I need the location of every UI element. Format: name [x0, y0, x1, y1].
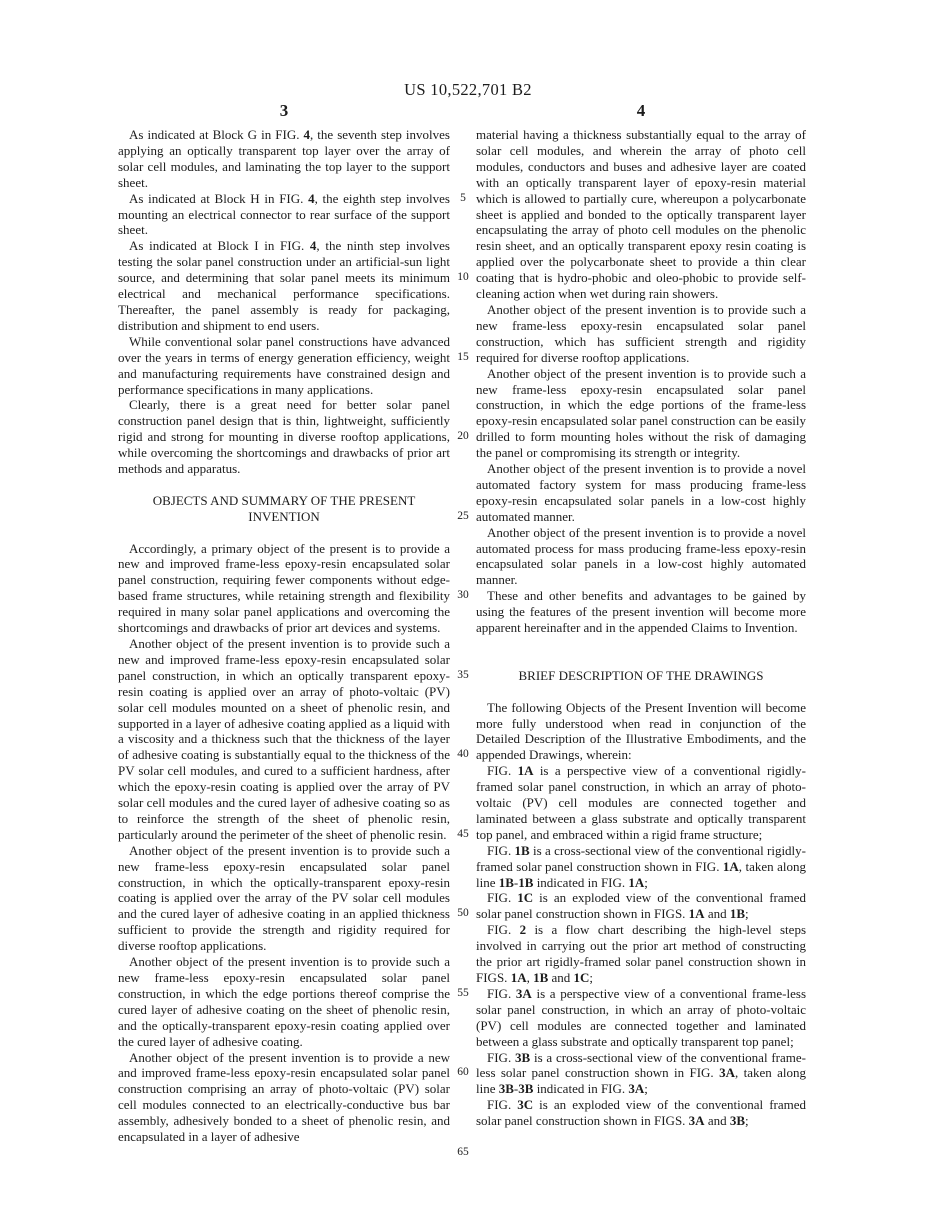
line-number: 50 [457, 907, 469, 920]
paragraph: These and other benefits and advantages to be gained by using the features of the present invention will become more apparent hereinafter and in the appended Claims to Invention. [476, 588, 806, 636]
paragraph: Another object of the present invention is to provide such a new and improved frame-less epoxy-resin encapsulated solar panel construction, in which an optically transparent epoxy-resin coating is applied over an array of photo-voltaic (PV) solar cell modules mounted on a sheet of phenolic resin, and supported in a layer of adhesive coating applied as a liquid with a viscosity and a thickness such that the thickness of the layer of adhesive coating is substantially equal to the thickness of the PV solar cell modules, and cured to a sufficient hardness, after which the epoxy-resin coating is applied over the array of PV solar cell modules and the cured layer of adhesive coating so as to reinforce the strength of the sheet of phenolic resin, particularly around the perimeter of the sheet of phenolic resin. [118, 635, 450, 842]
paragraph: Another object of the present invention is to provide such a new frame-less epoxy-resin encapsulated solar panel construction, in which the optically-transparent epoxy-resin coating is applied over the array of the PV solar cell modules and the cured layer of adhesive coating in an applied thickness sufficient to provide the strength and rigidity required for diverse rooftop applications. [118, 842, 450, 954]
patent-number: US 10,522,701 B2 [404, 80, 532, 99]
text-column-right [476, 127, 806, 1129]
paragraph: FIG. 3B is a cross-sectional view of the conventional frame-less solar panel construction shown in FIG. 3A, taken along line 3B-3B indicated in FIG. 3A; [476, 1049, 806, 1097]
paragraph: As indicated at Block H in FIG. 4, the eighth step involves mounting an electrical connector to rear surface of the support sheet. [118, 190, 450, 238]
paragraph: As indicated at Block G in FIG. 4, the seventh step involves applying an optically transparent top layer over the array of solar cell modules, and laminating the top layer to the support sheet. [118, 127, 450, 190]
paragraph: FIG. 3C is an exploded view of the conventional framed solar panel construction shown in FIGS. 3A and 3B; [476, 1097, 807, 1129]
text-column-left [118, 127, 450, 1145]
paragraph: Another object of the present invention is to provide such a new frame-less epoxy-resin encapsulated solar panel construction, in which the edge portions thereof comprise the cured layer of adhesive coating on the sheet of phenolic resin, and the optically-transparent epoxy-resin coating applied over the cured layer of adhesive coating. [118, 954, 450, 1049]
line-number: 55 [457, 986, 469, 999]
paragraph: As indicated at Block I in FIG. 4, the ninth step involves testing the solar panel construction under an artificial-sun light source, and determining that solar panel meets its minimum electrical and mechanical performance specifications. Thereafter, the panel assembly is ready for packaging, distribution and shipment to end users. [118, 238, 450, 333]
paragraph: Another object of the present invention is to provide such a new frame-less epoxy-resin encapsulated solar panel construction, in which the edge portions of the frame-less epoxy-resin encapsulated solar panel construction can be easily drilled to form mounting holes without the risk of damaging the panel or compromising its strength or integrity. [476, 365, 806, 461]
paragraph: FIG. 1A is a perspective view of a conventional rigidly-framed solar panel construction, in which an array of photo-voltaic (PV) cell modules are connected together and laminated between a glass substrate and optically transparent top panel, and embraced within a rigid frame structure; [476, 763, 806, 842]
line-number: 35 [457, 668, 469, 681]
line-number: 20 [457, 430, 469, 443]
column-number-right: 4 [636, 101, 646, 120]
column-number-left: 3 [279, 101, 289, 120]
line-number: 10 [457, 271, 469, 284]
line-number: 65 [457, 1145, 469, 1158]
line-number: 5 [460, 191, 466, 204]
paragraph: Another object of the present invention is to provide such a new frame-less epoxy-resin encapsulated solar panel construction, which has sufficient strength and rigidity required for diverse rooftop applications. [476, 301, 806, 365]
paragraph: FIG. 1C is an exploded view of the conventional framed solar panel construction shown in FIGS. 1A and 1B; [476, 890, 807, 922]
section-heading: OBJECTS AND SUMMARY OF THE PRESENT INVENTION [152, 492, 416, 524]
line-number: 25 [457, 509, 469, 522]
paragraph: Another object of the present invention is to provide a novel automated factory system for mass producing frame-less epoxy-resin encapsulated solar panels in a low-cost highly automated manner. [476, 461, 806, 524]
line-number: 30 [457, 589, 469, 602]
paragraph: Another object of the present invention is to provide a new and improved frame-less epoxy-resin encapsulated solar panel construction comprising an array of photo-voltaic (PV) solar cell modules connected to an electrically-conductive bus bar assembly, adhesively bonded to a sheet of phenolic resin, and encapsulated in a layer of adhesive [118, 1049, 450, 1145]
paragraph: FIG. 3A is a perspective view of a conventional frame-less solar panel construction, in which an array of photo-voltaic (PV) cell modules are connected together and laminated between a glass substrate and optically transparent top panel; [476, 985, 806, 1049]
paragraph: material having a thickness substantially equal to the array of solar cell modules, and wherein the array of photo cell modules, conductors and buses and adhesive layer are coated with an optically transparent layer of epoxy-resin material which is allowed to partially cure, whereupon a polycarbonate sheet is applied and bonded to the optically transparent layer encapsulating the array of photo cell modules on the phenolic resin sheet, and an optically transparent epoxy resin coating is applied over the polycarbonate sheet to provide a thin clear coating that is hydro-phobic and oleo-phobic to provide self-cleaning action when wet during rain showers. [476, 127, 806, 302]
paragraph: Clearly, there is a great need for better solar panel construction panel design that is thin, lightweight, sufficiently rigid and strong for mounting in diverse rooftop applications, while overcoming the shortcomings and drawbacks of prior art methods and apparatus. [118, 397, 450, 477]
line-number: 40 [457, 748, 469, 761]
paragraph: The following Objects of the Present Invention will become more fully understood when read in conjunction of the Detailed Description of the Illustrative Embodiments, and the appended Drawings, wherein: [476, 699, 806, 763]
line-number: 15 [457, 350, 469, 363]
paragraph: Another object of the present invention is to provide a novel automated process for mass producing frame-less epoxy-resin encapsulated solar panels in a low-cost highly automated manner. [476, 524, 806, 588]
line-number: 45 [457, 827, 469, 840]
section-heading: BRIEF DESCRIPTION OF THE DRAWINGS [518, 667, 764, 683]
paragraph: FIG. 1B is a cross-sectional view of the conventional rigidly-framed solar panel construction shown in FIG. 1A, taken along line 1B-1B indicated in FIG. 1A; [476, 842, 806, 890]
line-number: 60 [457, 1066, 469, 1079]
paragraph: FIG. 2 is a flow chart describing the high-level steps involved in carrying out the prior art method of constructing the prior art rigidly-framed solar panel construction shown in FIGS. 1A, 1B and 1C; [476, 922, 806, 985]
line-number-gutter [449, 127, 477, 1192]
paragraph: While conventional solar panel constructions have advanced over the years in terms of energy generation efficiency, weight and manufacturing requirements have constrained design and performance specifications in many applications. [118, 333, 450, 397]
paragraph: Accordingly, a primary object of the present is to provide a new and improved frame-less epoxy-resin encapsulated solar panel construction, requiring fewer components without edge-based frame structures, while retaining strength and flexibility required in many solar panel applications and overcoming the shortcomings and drawbacks of prior art devices and systems. [118, 540, 450, 636]
